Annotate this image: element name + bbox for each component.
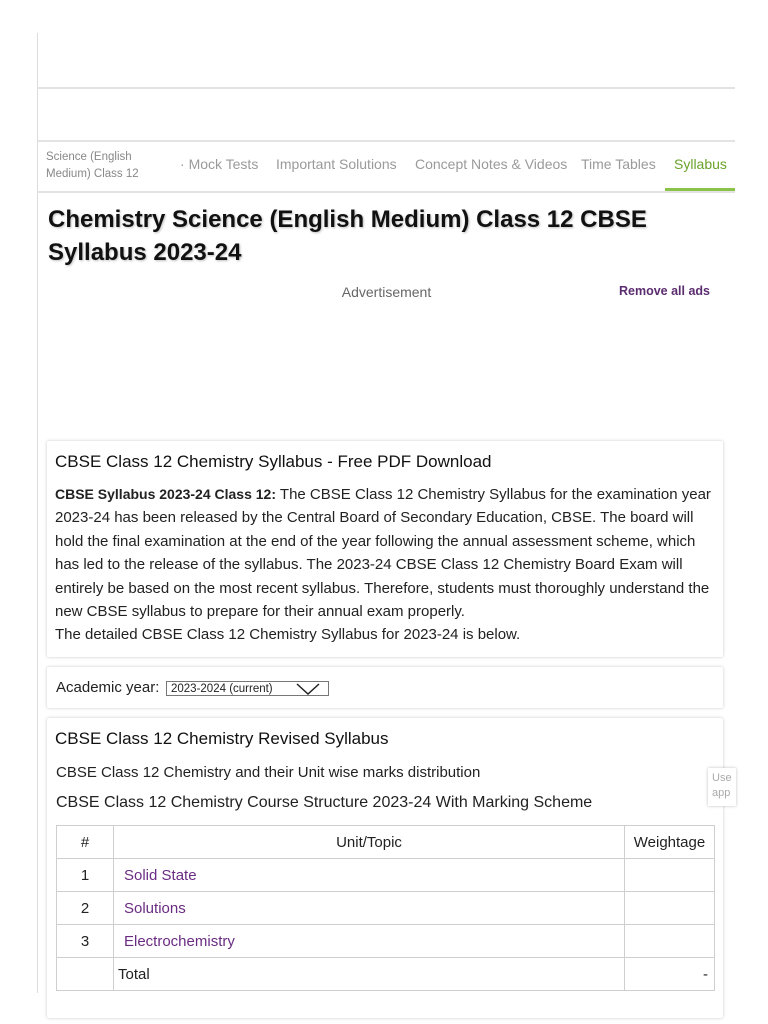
syllabus-table — [56, 825, 715, 991]
row-weightage — [625, 925, 715, 958]
table-total-row — [57, 958, 715, 991]
chevron-down-icon — [296, 683, 320, 695]
row-weightage — [625, 892, 715, 925]
academic-year-select[interactable] — [166, 681, 329, 696]
row-topic — [114, 859, 625, 892]
course-tab-bar — [38, 142, 735, 193]
tab-course-name[interactable]: Science (English Medium) Class 12 — [46, 151, 139, 180]
intro-text: The CBSE Class 12 Chemistry Syllabus for the examination year 2023-24 has been released by the Central Board of Secondary Education, CBSE. The board will hold the final examination at the end of the year following the annual assessment scheme, which has led to the release of the syllabus. The 2023-24 CBSE Class 12 Chemistry Board Exam will entirely be based on the most recent syllabus. Therefore, students must thoroughly understand the new CBSE syllabus to prepare for their annual exam properly. — [55, 486, 711, 621]
intro-heading: CBSE Class 12 Chemistry Syllabus - Free PDF Download — [55, 452, 492, 471]
academic-year-value: 2023-2024 (current) — [171, 683, 273, 695]
topic-link-solutions[interactable]: Solutions — [124, 899, 186, 917]
syllabus-card — [47, 718, 723, 1018]
page-title: Chemistry Science (English Medium) Class 12 CBSE Syllabus 2023-24 — [48, 206, 647, 266]
active-tab-indicator — [665, 188, 735, 191]
table-row — [57, 925, 715, 958]
top-header-band — [38, 33, 735, 89]
topic-link-electrochemistry[interactable]: Electrochemistry — [124, 932, 235, 950]
row-topic — [114, 925, 625, 958]
remove-ads-link[interactable]: Remove all ads — [618, 284, 710, 298]
table-row — [57, 859, 715, 892]
secondary-header-band — [38, 89, 735, 142]
tab-concept-notes[interactable]: Concept Notes & Videos — [415, 156, 568, 172]
topic-link-solid-state[interactable]: Solid State — [124, 866, 197, 884]
intro-body — [55, 483, 715, 647]
tab-time-tables[interactable]: Time Tables — [581, 156, 656, 172]
row-number: 2 — [57, 892, 114, 925]
table-header-row — [57, 826, 715, 859]
syllabus-subtitle: CBSE Class 12 Chemistry and their Unit wise marks distribution — [56, 764, 481, 781]
total-value: - — [625, 958, 715, 991]
row-topic — [114, 892, 625, 925]
academic-year-card — [47, 667, 723, 708]
syllabus-heading: CBSE Class 12 Chemistry Revised Syllabus — [55, 729, 389, 748]
course-structure-title: CBSE Class 12 Chemistry Course Structure 2023-24 With Marking Scheme — [56, 794, 593, 811]
header-topic: Unit/Topic — [114, 826, 625, 859]
tab-syllabus[interactable]: Syllabus — [674, 156, 727, 172]
intro-closing: The detailed CBSE Class 12 Chemistry Syllabus for 2023-24 is below. — [55, 626, 521, 644]
row-number: 3 — [57, 925, 114, 958]
page-container — [37, 33, 735, 993]
row-number: 1 — [57, 859, 114, 892]
tab-important-solutions[interactable]: Important Solutions — [276, 156, 397, 172]
tab-mock-tests[interactable]: · Mock Tests — [180, 156, 259, 172]
total-label: Total — [114, 958, 625, 991]
row-weightage — [625, 859, 715, 892]
table-row — [57, 892, 715, 925]
academic-year-label: Academic year: — [56, 679, 160, 696]
intro-lead: CBSE Syllabus 2023-24 Class 12: — [55, 486, 277, 502]
use-app-button[interactable]: Use app — [708, 768, 736, 806]
total-number-cell — [57, 958, 114, 991]
intro-card — [47, 441, 723, 657]
header-num: # — [57, 826, 114, 859]
header-weightage: Weightage — [625, 826, 715, 859]
advertisement-label: Advertisement — [341, 284, 432, 300]
